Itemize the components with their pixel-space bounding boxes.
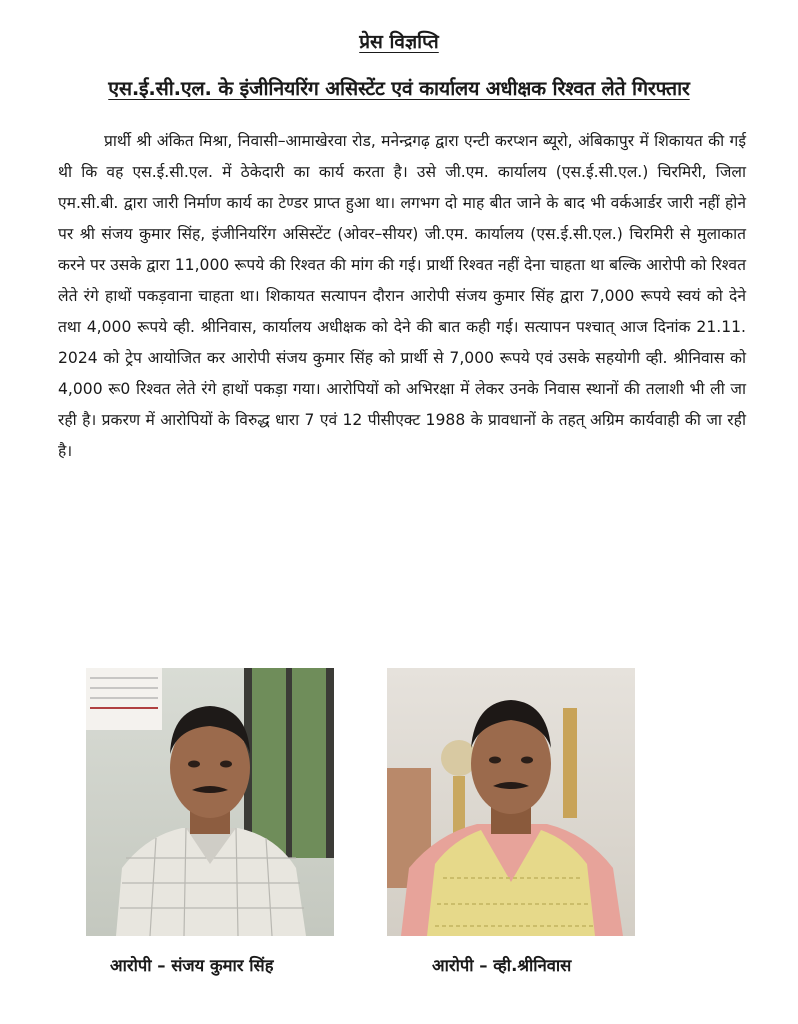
portrait-illustration-1 [86, 668, 334, 936]
wall-calendar [86, 668, 162, 730]
accused-photo-1 [86, 668, 334, 936]
headline: एस.ई.सी.एल. के इंजीनियरिंग असिस्टेंट एवं कार्यालय अधीक्षक रिश्वत लेते गिरफ्तार [108, 77, 690, 100]
photo-caption-1: आरोपी – संजय कुमार सिंह [110, 956, 274, 975]
photo-caption-2: आरोपी – व्ही.श्रीनिवास [432, 956, 572, 975]
accused-photo-2 [387, 668, 635, 936]
portrait-illustration-2 [387, 668, 635, 936]
body-paragraph: प्रार्थी श्री अंकित मिश्रा, निवासी–आमाखेरवा रोड, मनेन्द्रगढ़ द्वारा एन्टी करप्शन ब्यूरो, अंबिकापुर में शिकायत की गई थी कि वह एस.ई.सी.एल. में ठेकेदारी का कार्य करता है। उसे जी.एम. कार्यालय (एस.ई.सी.एल.) चिरमिरी, जिला एम.सी.बी. द्वारा जारी निर्माण कार्य का टेण्डर प्राप्त हुआ था। लगभग दो माह बीत जाने के बाद भी वर्कआर्डर जारी नहीं होने पर श्री संजय कुमार सिंह, इंजीनियरिंग असिस्टेंट (ओवर–सीयर) जी.एम. कार्यालय (एस.ई.सी.एल.) चिरमिरी से मुलाकात करने पर उसके द्वारा 11,000 रूपये की रिश्वत की मांग की गई। प्रार्थी रिश्वत नहीं देना चाहता था बल्कि आरोपी को रिश्वत लेते रंगे हाथों पकड़वाना चाहता था। शिकायत सत्यापन दौरान आरोपी संजय कुमार सिंह द्वारा 7,000 रूपये स्वयं को देने तथा 4,000 रूपये व्ही. श्रीनिवास, कार्यालय अधीक्षक को देने की बात कही गई। सत्यापन पश्चात् आज दिनांक 21.11. 2024 को ट्रेप आयोजित कर आरोपी संजय कुमार सिंह को प्रार्थी से 7,000 रूपये एवं उसके सहयोगी व्ही. श्रीनिवास को 4,000 रू0 रिश्वत लेते रंगे हाथों पकड़ा गया। आरोपियों को अभिरक्षा में लेकर उनके निवास स्थानों की तलाशी भी ली जा रही है। प्रकरण में आरोपियों के विरुद्ध धारा 7 एवं 12 पीसीएक्ट 1988 के प्रावधानों के तहत् अग्रिम कार्यवाही की जा रही है। [58, 132, 746, 460]
press-release-title: प्रेस विज्ञप्ति [359, 31, 439, 53]
